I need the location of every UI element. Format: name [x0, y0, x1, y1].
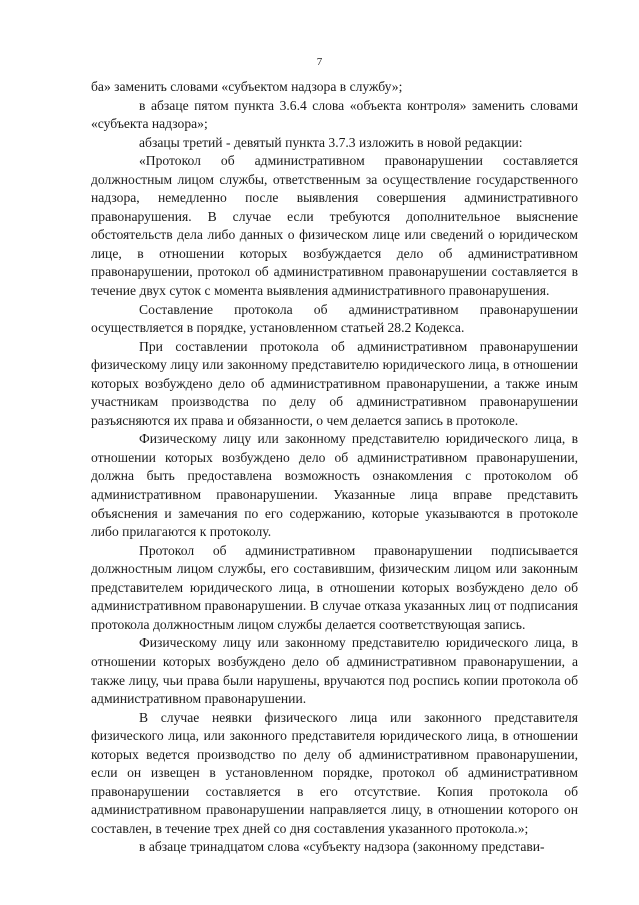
paragraph: Составление протокола об административном правонарушении осуществляется в порядке, установленном статьей 28.2 Кодекса.	[91, 301, 578, 336]
paragraph: При составлении протокола об административном правонарушении физическому лицу или законному представителю юридического лица, в отношении которых возбуждено дело об административном правонарушении, а также иным участникам производства по делу об административном правонарушении разъясняются их права и обязанности, о чем делается запись в протоколе.	[91, 338, 578, 428]
paragraph: Физическому лицу или законному представителю юридического лица, в отношении которых возбуждено дело об административном правонарушении, должна быть предоставлена возможность ознакомления с протоколом об административном правонарушении. Указанные лица вправе представить объяснения и замечания по его содержанию, которые указываются в протоколе либо прилагаются к протоколу.	[91, 431, 578, 540]
paragraph: в абзаце пятом пункта 3.6.4 слова «объекта контроля» заменить словами «субъекта надзора»;	[91, 97, 578, 132]
paragraph: В случае неявки физического лица или законного представителя физического лица, или законного представителя юридического лица, в отношении которых ведется производство по делу об административном правонарушении, если он извещен в установленном порядке, протокол об административном правонарушении составляется в его отсутствие. Копия протокола об административном правонарушении направляется лицу, в отношении которого он составлен, в течение трех дней со дня составления указанного протокола.»;	[91, 709, 578, 836]
paragraph: ба» заменить словами «субъектом надзора в службу»;	[91, 79, 403, 94]
document-body	[91, 78, 578, 857]
paragraph: Протокол об административном правонарушении подписывается должностным лицом службы, его составившим, физическим лицом или законным представителем юридического лица, в отношении которых возбуждено дело об административном правонарушении. В случае отказа указанных лиц от подписания протокола должностным лицом службы делается соответствующая запись.	[91, 542, 578, 632]
paragraph: абзацы третий - девятый пункта 3.7.3 изложить в новой редакции:	[139, 134, 523, 150]
paragraph: «Протокол об административном правонарушении составляется должностным лицом службы, ответственным за осуществление государственного надзора, немедленно после выявления совершения административного правонарушения. В случае если требуются дополнительное выяснение обстоятельств дела либо данных о физическом лице или сведений о юридическом лице, в отношении которых возбуждается дело об административном правонарушении, протокол об административном правонарушении составляется в течение двух суток с момента выявления административного правонарушения.	[91, 153, 578, 299]
paragraph: Физическому лицу или законному представителю юридического лица, в отношении которых возбуждено дело об административном правонарушении, а также лицу, чьи права были нарушены, вручаются под роспись копии протокола об административном правонарушении.	[91, 635, 578, 707]
page-number: 7	[316, 56, 323, 68]
paragraph: в абзаце тринадцатом слова «субъекту надзора (законному представи-	[139, 839, 545, 855]
